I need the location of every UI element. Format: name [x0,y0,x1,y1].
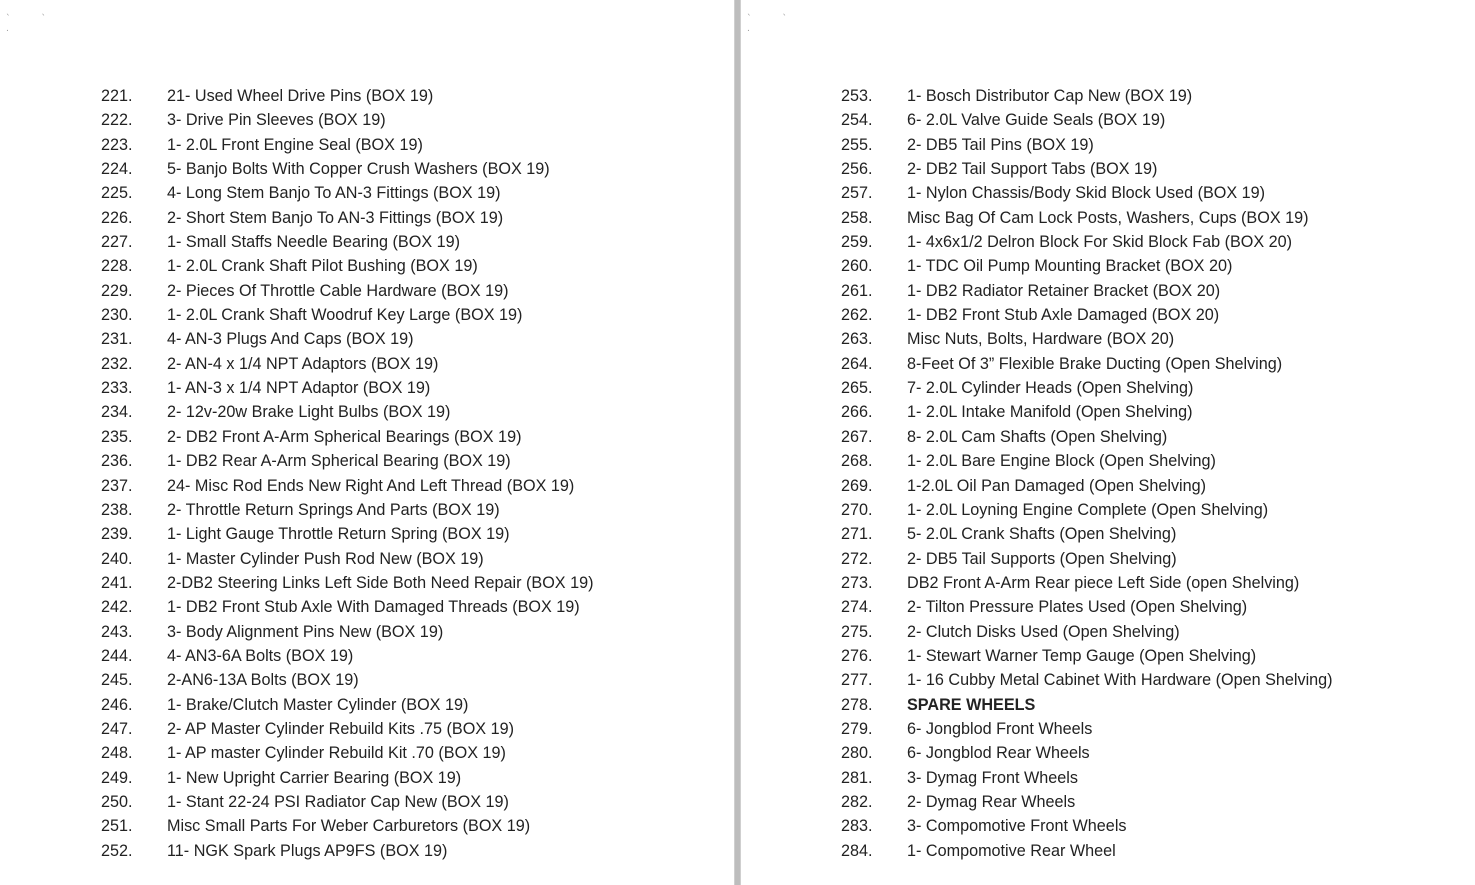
list-item [101,547,594,571]
list-item [841,352,1333,376]
item-number: 248. [101,744,133,763]
item-number: 249. [101,768,133,787]
item-number: 280. [841,744,873,763]
list-item [101,814,594,838]
list-item [841,254,1333,278]
item-description: 2- Throttle Return Springs And Parts (BOX 19) [167,500,500,519]
item-number: 258. [841,208,873,227]
left-page [0,0,735,885]
item-description: 5- 2.0L Crank Shafts (Open Shelving) [907,525,1177,544]
item-description: 21- Used Wheel Drive Pins (BOX 19) [167,87,434,105]
list-item [101,644,594,668]
item-description: 4- Long Stem Banjo To AN-3 Fittings (BOX 19) [167,184,501,203]
item-description: Misc Small Parts For Weber Carburetors (BOX 19) [167,817,531,836]
list-item [101,595,594,619]
item-description: 3- Dymag Front Wheels [907,768,1078,787]
item-number: 281. [841,768,873,787]
item-description: 1- 2.0L Intake Manifold (Open Shelving) [907,403,1193,422]
item-description: 3- Body Alignment Pins New (BOX 19) [167,622,444,641]
list-item [101,498,594,522]
item-number: 282. [841,792,873,811]
list-item [101,157,594,181]
item-number: 232. [101,354,133,373]
item-description: 1-2.0L Oil Pan Damaged (Open Shelving) [907,476,1207,495]
item-number: 265. [841,379,873,398]
item-description: 1- Stewart Warner Temp Gauge (Open Shelving) [907,646,1257,665]
item-description: 7- 2.0L Cylinder Heads (Open Shelving) [907,379,1194,398]
item-number: 243. [101,622,133,641]
item-number: 283. [841,817,873,836]
item-number: 241. [101,573,133,592]
item-number: 279. [841,719,873,738]
item-number: 246. [101,695,133,714]
list-item [101,327,594,351]
list-item [841,303,1333,327]
item-description: 11- NGK Spark Plugs AP9FS (BOX 19) [167,841,448,860]
list-item [841,571,1333,595]
list-item [841,595,1333,619]
item-number: 275. [841,622,873,641]
item-number: 284. [841,841,873,860]
item-description: 1- 2.0L Crank Shaft Woodruf Key Large (BOX 19) [167,306,523,325]
item-number: 271. [841,525,873,544]
item-number: 261. [841,281,873,300]
scan-mark: ` ` . [6,14,60,34]
item-description: 4- AN3-6A Bolts (BOX 19) [167,646,354,665]
list-item [101,766,594,790]
item-description: 2- AP Master Cylinder Rebuild Kits .75 (BOX 19) [167,719,514,738]
item-description: 1- Brake/Clutch Master Cylinder (BOX 19) [167,695,469,714]
item-description: 2- Dymag Rear Wheels [907,792,1076,811]
item-description: 3- Drive Pin Sleeves (BOX 19) [167,111,386,130]
item-description: 2- Short Stem Banjo To AN-3 Fittings (BOX 19) [167,208,504,227]
list-item [101,206,594,230]
item-description: 2- DB5 Tail Supports (Open Shelving) [907,549,1177,568]
item-description: 1- AP master Cylinder Rebuild Kit .70 (BOX 19) [167,744,506,763]
item-number: 242. [101,598,133,617]
item-description: 1- Bosch Distributor Cap New (BOX 19) [907,87,1193,105]
item-number: 230. [101,306,133,325]
item-description: 1- 2.0L Loyning Engine Complete (Open Shelving) [907,500,1269,519]
list-item [101,474,594,498]
list-item [101,303,594,327]
item-number: 266. [841,403,873,422]
list-item [841,133,1333,157]
item-number: 222. [101,111,133,130]
list-item [101,839,594,863]
list-item [841,766,1333,790]
item-number: 277. [841,671,873,690]
item-number: 278. [841,695,873,714]
item-description: 2-AN6-13A Bolts (BOX 19) [167,671,359,690]
list-item [841,230,1333,254]
item-description: 2- Pieces Of Throttle Cable Hardware (BOX 19) [167,281,509,300]
item-description: 1- DB2 Front Stub Axle With Damaged Threads (BOX 19) [167,598,580,617]
list-item [101,376,594,400]
item-number: 276. [841,646,873,665]
item-number: 247. [101,719,133,738]
item-number: 224. [101,160,133,179]
item-description: 1- TDC Oil Pump Mounting Bracket (BOX 20) [907,257,1233,276]
item-number: 234. [101,403,133,422]
list-item [841,279,1333,303]
list-item [101,425,594,449]
item-description: 1- Master Cylinder Push Rod New (BOX 19) [167,549,484,568]
item-number: 236. [101,452,133,471]
item-number: 223. [101,135,133,154]
item-number: 273. [841,573,873,592]
item-description: 1- DB2 Rear A-Arm Spherical Bearing (BOX 19) [167,452,511,471]
item-number: 269. [841,476,873,495]
item-description: Misc Nuts, Bolts, Hardware (BOX 20) [907,330,1175,349]
list-item [841,790,1333,814]
item-description: 1- DB2 Radiator Retainer Bracket (BOX 20) [907,281,1221,300]
item-description: 5- Banjo Bolts With Copper Crush Washers (BOX 19) [167,160,550,179]
item-number: 256. [841,160,873,179]
list-item [841,814,1333,838]
item-number: 227. [101,233,133,252]
list-item [101,717,594,741]
item-description: 4- AN-3 Plugs And Caps (BOX 19) [167,330,414,349]
list-item [101,741,594,765]
item-description: 6- Jongblod Front Wheels [907,719,1093,738]
list-item [101,84,594,108]
list-item [841,522,1333,546]
item-description: 1- 2.0L Crank Shaft Pilot Bushing (BOX 19) [167,257,478,276]
list-item [101,400,594,424]
list-item [101,693,594,717]
item-number: 231. [101,330,133,349]
item-description: 1- 16 Cubby Metal Cabinet With Hardware (Open Shelving) [907,671,1333,690]
list-item [101,108,594,132]
item-description: 1- Light Gauge Throttle Return Spring (BOX 19) [167,525,510,544]
item-number: 221. [101,87,133,105]
item-description: 1- New Upright Carrier Bearing (BOX 19) [167,768,462,787]
item-number: 238. [101,500,133,519]
item-description: 2- DB2 Front A-Arm Spherical Bearings (BOX 19) [167,427,522,446]
list-item [101,522,594,546]
item-number: 272. [841,549,873,568]
item-number: 254. [841,111,873,130]
list-item [101,571,594,595]
item-number: 240. [101,549,133,568]
list-item [841,400,1333,424]
item-description: 1- AN-3 x 1/4 NPT Adaptor (BOX 19) [167,379,431,398]
item-description: 1- DB2 Front Stub Axle Damaged (BOX 20) [907,306,1220,325]
item-number: 268. [841,452,873,471]
item-description: 6- 2.0L Valve Guide Seals (BOX 19) [907,111,1166,130]
item-number: 262. [841,306,873,325]
item-number: 257. [841,184,873,203]
list-item [841,157,1333,181]
item-description: 1- 2.0L Front Engine Seal (BOX 19) [167,135,423,154]
item-number: 245. [101,671,133,690]
item-description: Misc Bag Of Cam Lock Posts, Washers, Cups (BOX 19) [907,208,1309,227]
list-item [101,620,594,644]
scan-mark: ` ` . [747,14,801,34]
list-item [841,376,1333,400]
item-number: 233. [101,379,133,398]
right-item-list [841,84,1333,863]
list-item [841,206,1333,230]
item-description: 2-DB2 Steering Links Left Side Both Need Repair (BOX 19) [167,573,594,592]
list-item [101,254,594,278]
item-number: 260. [841,257,873,276]
item-number: 259. [841,233,873,252]
item-description: 1- Compomotive Rear Wheel [907,841,1116,860]
item-description: 1- Nylon Chassis/Body Skid Block Used (BOX 19) [907,184,1266,203]
list-item [841,620,1333,644]
item-number: 225. [101,184,133,203]
item-number: 229. [101,281,133,300]
item-number: 237. [101,476,133,495]
left-item-list [101,84,594,863]
item-number: 239. [101,525,133,544]
item-number: 235. [101,427,133,446]
item-number: 263. [841,330,873,349]
item-description: 2- AN-4 x 1/4 NPT Adaptors (BOX 19) [167,354,439,373]
item-number: 267. [841,427,873,446]
list-item [841,498,1333,522]
list-item [841,84,1333,108]
list-item [101,230,594,254]
list-item [841,693,1333,717]
item-description: 1- 2.0L Bare Engine Block (Open Shelving) [907,452,1216,471]
list-item [841,644,1333,668]
list-item [101,668,594,692]
list-item [841,449,1333,473]
item-description: 6- Jongblod Rear Wheels [907,744,1090,763]
list-item [841,741,1333,765]
item-description: 2- Tilton Pressure Plates Used (Open Shelving) [907,598,1248,617]
item-number: 270. [841,500,873,519]
item-description: 1- Stant 22-24 PSI Radiator Cap New (BOX 19) [167,792,509,811]
section-heading: SPARE WHEELS [907,695,1036,714]
item-description: 2- DB5 Tail Pins (BOX 19) [907,135,1094,154]
list-item [841,181,1333,205]
item-description: 1- 4x6x1/2 Delron Block For Skid Block Fab (BOX 20) [907,233,1293,252]
item-number: 228. [101,257,133,276]
item-number: 252. [101,841,133,860]
item-description: 1- Small Staffs Needle Bearing (BOX 19) [167,233,461,252]
list-item [841,547,1333,571]
list-item [841,474,1333,498]
list-item [101,279,594,303]
item-description: 2- Clutch Disks Used (Open Shelving) [907,622,1180,641]
item-number: 253. [841,87,873,105]
item-description: DB2 Front A-Arm Rear piece Left Side (open Shelving) [907,573,1300,592]
list-item [101,352,594,376]
list-item [841,668,1333,692]
item-description: 8- 2.0L Cam Shafts (Open Shelving) [907,427,1168,446]
list-item [841,327,1333,351]
list-item [841,717,1333,741]
item-number: 264. [841,354,873,373]
list-item [841,839,1333,863]
item-number: 250. [101,792,133,811]
list-item [101,790,594,814]
item-description: 24- Misc Rod Ends New Right And Left Thread (BOX 19) [167,476,575,495]
item-number: 226. [101,208,133,227]
item-number: 274. [841,598,873,617]
list-item [101,181,594,205]
item-description: 2- 12v-20w Brake Light Bulbs (BOX 19) [167,403,451,422]
list-item [101,133,594,157]
item-number: 244. [101,646,133,665]
item-number: 251. [101,817,133,836]
list-item [841,425,1333,449]
item-description: 3- Compomotive Front Wheels [907,817,1127,836]
list-item [841,108,1333,132]
item-number: 255. [841,135,873,154]
list-item [101,449,594,473]
item-description: 2- DB2 Tail Support Tabs (BOX 19) [907,160,1158,179]
right-page [740,0,1475,885]
item-description: 8-Feet Of 3” Flexible Brake Ducting (Open Shelving) [907,354,1283,373]
